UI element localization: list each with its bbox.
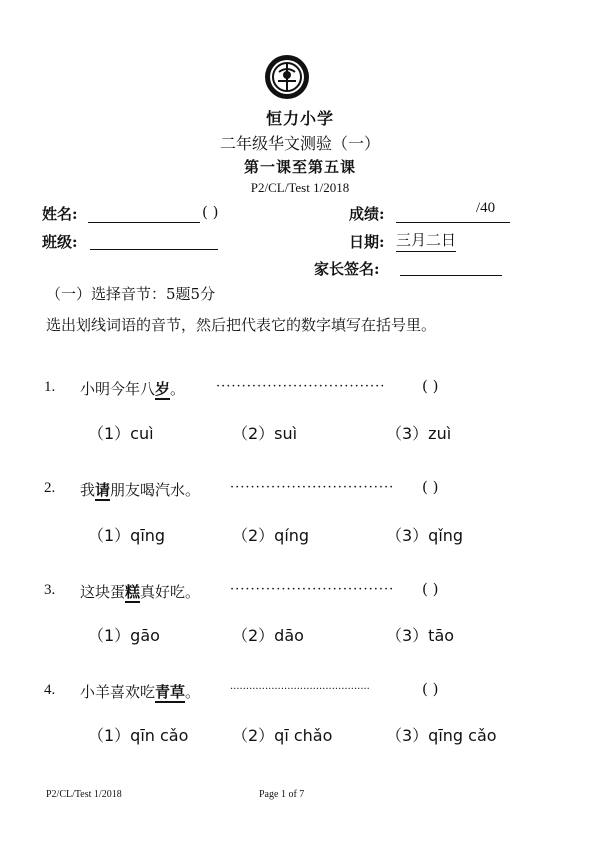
parent-signature-label: 家长签名: bbox=[314, 260, 380, 278]
option-2: （2）suì bbox=[232, 424, 298, 443]
question-text bbox=[80, 479, 200, 500]
question-text-after: 真好吃。 bbox=[140, 583, 201, 601]
leader-dots: ································ bbox=[230, 480, 395, 495]
section-instruction: 选出划线词语的音节，然后把代表它的数字填写在括号里。 bbox=[46, 316, 437, 334]
option-2: （2）qíng bbox=[232, 526, 310, 545]
question-text-before: 小明今年八 bbox=[80, 380, 156, 398]
answer-blank[interactable]: ( ) bbox=[422, 377, 439, 395]
option-2: （2）qī chǎo bbox=[232, 726, 333, 745]
answer-blank[interactable]: ( ) bbox=[422, 680, 439, 698]
option-3: （3）qīng cǎo bbox=[386, 726, 497, 745]
class-field[interactable] bbox=[90, 249, 218, 250]
answer-blank[interactable]: ( ) bbox=[422, 580, 439, 598]
name-field[interactable] bbox=[88, 222, 200, 223]
date-value: 三月二日 bbox=[396, 229, 456, 252]
question-text bbox=[80, 581, 200, 602]
score-total: /40 bbox=[476, 200, 496, 216]
question-text-before: 这块蛋 bbox=[80, 583, 126, 601]
question-number: 1. bbox=[44, 379, 56, 395]
test-title: 二年级华文测验（一） bbox=[219, 134, 380, 153]
underlined-word: 请 bbox=[95, 481, 111, 499]
option-1: （1）gāo bbox=[88, 626, 160, 645]
option-3: （3）zuì bbox=[386, 424, 452, 443]
question-text-after: 。 bbox=[185, 683, 201, 701]
parent-signature-field[interactable] bbox=[400, 275, 502, 276]
option-3: （3）qǐng bbox=[386, 526, 464, 545]
score-label: 成绩: bbox=[349, 205, 385, 223]
school-name: 恒力小学 bbox=[265, 109, 334, 128]
date-label: 日期: bbox=[349, 233, 385, 251]
name-label: 姓名: bbox=[42, 205, 78, 223]
lesson-range: 第一课至第五课 bbox=[243, 158, 356, 176]
answer-blank[interactable]: ( ) bbox=[422, 478, 439, 496]
question-number: 4. bbox=[44, 682, 56, 698]
leader-dots: ············································ bbox=[230, 684, 370, 695]
question-text bbox=[80, 378, 185, 399]
option-1: （1）qīng bbox=[88, 526, 166, 545]
underlined-word: 青草 bbox=[155, 683, 186, 701]
question-text-before: 我 bbox=[80, 481, 96, 499]
question-text bbox=[80, 681, 200, 702]
leader-dots: ································· bbox=[216, 379, 386, 394]
section-title: （一）选择音节：5题5分 bbox=[46, 285, 216, 303]
school-seal-logo bbox=[264, 54, 310, 100]
underlined-word: 糕 bbox=[125, 583, 141, 601]
test-code: P2/CL/Test 1/2018 bbox=[250, 180, 350, 195]
class-label: 班级: bbox=[42, 233, 78, 251]
question-text-after: 朋友喝汽水。 bbox=[110, 481, 201, 499]
option-1: （1）cuì bbox=[88, 424, 154, 443]
question-number: 3. bbox=[44, 582, 56, 598]
question-text-after: 。 bbox=[170, 380, 186, 398]
footer-page-number: Page 1 of 7 bbox=[259, 789, 305, 800]
question-text-before: 小羊喜欢吃 bbox=[80, 683, 156, 701]
class-number-paren: ( ) bbox=[202, 203, 219, 221]
leader-dots: ································ bbox=[230, 582, 395, 597]
score-field[interactable] bbox=[396, 222, 510, 223]
option-1: （1）qīn cǎo bbox=[88, 726, 189, 745]
footer-test-code: P2/CL/Test 1/2018 bbox=[46, 789, 122, 800]
question-number: 2. bbox=[44, 480, 56, 496]
underlined-word: 岁 bbox=[155, 380, 171, 398]
option-2: （2）dāo bbox=[232, 626, 304, 645]
option-3: （3）tāo bbox=[386, 626, 455, 645]
